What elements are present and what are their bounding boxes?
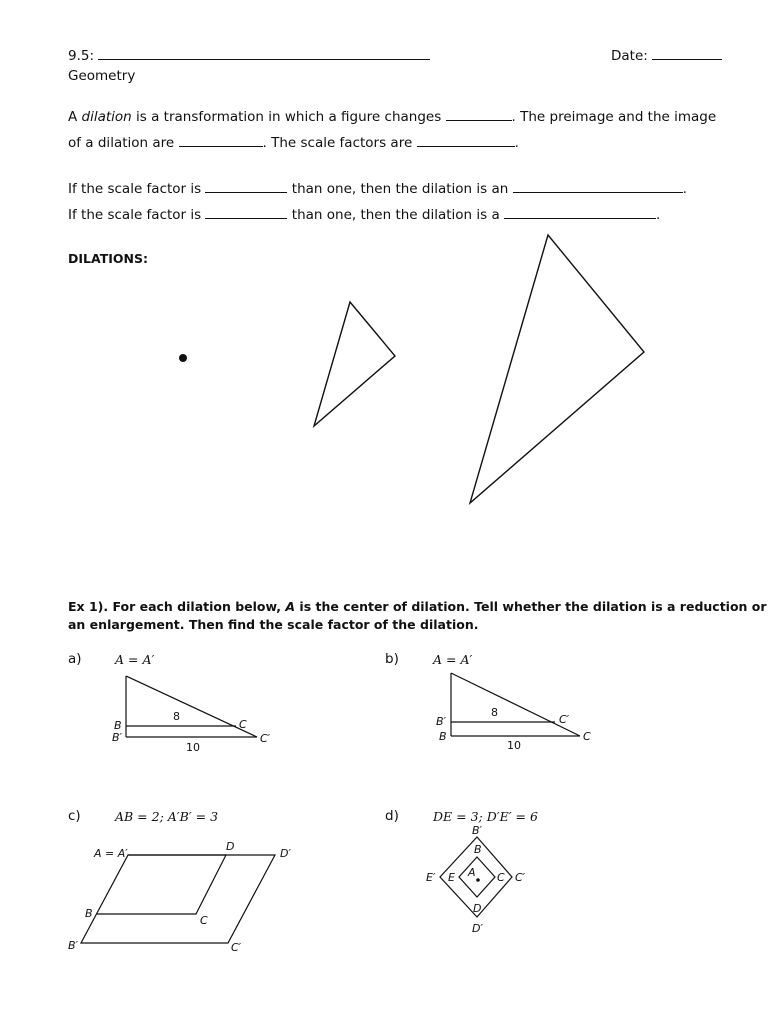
intro-text: . The scale factors are <box>262 135 413 151</box>
label-D: D <box>473 902 482 915</box>
enlargement-blank <box>513 180 683 193</box>
rule-text: If the scale factor is <box>68 207 202 223</box>
rule-line-1 <box>68 180 687 197</box>
dilation-demo-figure <box>0 225 770 515</box>
part-a-diagram <box>100 668 290 760</box>
center-point <box>476 878 480 882</box>
section-label <box>68 47 430 64</box>
rule-text: . <box>656 207 661 223</box>
dilations-heading: DILATIONS: <box>68 251 148 266</box>
part-d-tag: d) <box>385 808 399 824</box>
part-a-given: A = A′ <box>115 652 155 667</box>
label-D: D <box>226 840 235 853</box>
reduction-blank <box>504 206 656 219</box>
label-B: B <box>114 719 122 732</box>
greater-blank <box>205 180 287 193</box>
label-E: E <box>448 871 455 884</box>
ex1-line-1 <box>68 599 767 614</box>
ex1-line-2: an enlargement. Then find the scale factor of the dilation. <box>68 617 479 632</box>
label-D-prime: D′ <box>472 922 483 935</box>
intro-text: of a dilation are <box>68 135 175 151</box>
label-A: A <box>468 866 476 879</box>
preimage-blank <box>179 134 263 147</box>
diamond-preimage <box>459 857 495 897</box>
segment-AC <box>451 673 580 736</box>
rule-text: If the scale factor is <box>68 181 202 197</box>
date-blank <box>652 47 722 60</box>
label-C-prime: C′ <box>515 871 526 884</box>
intro-text: is a transformation in which a figure changes <box>131 109 442 125</box>
part-c-diagram <box>60 835 310 960</box>
length-inner: 8 <box>491 706 498 719</box>
length-inner: 8 <box>173 710 180 723</box>
label-B: B <box>439 730 447 743</box>
label-C-prime: C′ <box>260 732 271 745</box>
part-c-given: AB = 2; A′B′ = 3 <box>115 809 219 824</box>
part-a-tag: a) <box>68 651 82 667</box>
label-E-prime: E′ <box>426 871 436 884</box>
label-B-prime: B′ <box>68 939 79 952</box>
less-blank <box>205 206 287 219</box>
intro-text: A <box>68 109 82 125</box>
ex1-text: is the center of dilation. Tell whether the dilation is a reduction or <box>295 599 767 614</box>
label-C-prime: C′ <box>559 713 570 726</box>
part-b-given: A = A′ <box>433 652 473 667</box>
label-C: C <box>200 914 208 927</box>
parallelogram-preimage <box>97 855 226 914</box>
label-C: C <box>497 871 505 884</box>
label-C-prime: C′ <box>231 941 242 954</box>
preimage-triangle <box>314 302 395 426</box>
changes-blank <box>446 108 512 121</box>
intro-line-1 <box>68 108 716 125</box>
rule-text: . <box>682 181 687 197</box>
subject-label: Geometry <box>68 68 136 84</box>
label-A-equals-A-prime: A = A′ <box>94 847 128 860</box>
rule-text: than one, then the dilation is an <box>291 181 509 197</box>
label-B-prime: B′ <box>472 824 483 837</box>
image-triangle <box>470 235 644 503</box>
label-D-prime: D′ <box>280 847 291 860</box>
label-C: C <box>583 730 591 743</box>
part-b-tag: b) <box>385 651 399 667</box>
label-C: C <box>239 718 247 731</box>
label-B-prime: B′ <box>112 731 123 744</box>
intro-text: . The preimage and the image <box>511 109 717 125</box>
part-c-tag: c) <box>68 808 81 824</box>
rule-line-2 <box>68 206 660 223</box>
label-B-prime: B′ <box>436 715 447 728</box>
part-b-diagram <box>425 665 615 757</box>
label-B: B <box>85 907 93 920</box>
segment-AC-prime <box>126 676 257 737</box>
part-d-given: DE = 3; D′E′ = 6 <box>433 809 538 824</box>
length-outer: 10 <box>186 741 200 754</box>
parallelogram-image <box>81 855 275 943</box>
ex1-text: Ex 1). For each dilation below, <box>68 599 286 614</box>
date-field <box>611 47 722 64</box>
length-outer: 10 <box>507 739 521 752</box>
dilation-term: dilation <box>81 109 132 125</box>
ex1-variable: A <box>285 599 296 614</box>
scale-factors-blank <box>417 134 515 147</box>
center-of-dilation-point <box>179 354 187 362</box>
date-label: Date: <box>611 48 648 64</box>
section-number: 9.5: <box>68 48 95 64</box>
intro-line-2 <box>68 134 519 151</box>
section-title-blank <box>98 47 430 60</box>
part-d-diagram <box>420 820 540 938</box>
intro-text: . <box>514 135 519 151</box>
label-B: B <box>474 843 482 856</box>
rule-text: than one, then the dilation is a <box>291 207 500 223</box>
